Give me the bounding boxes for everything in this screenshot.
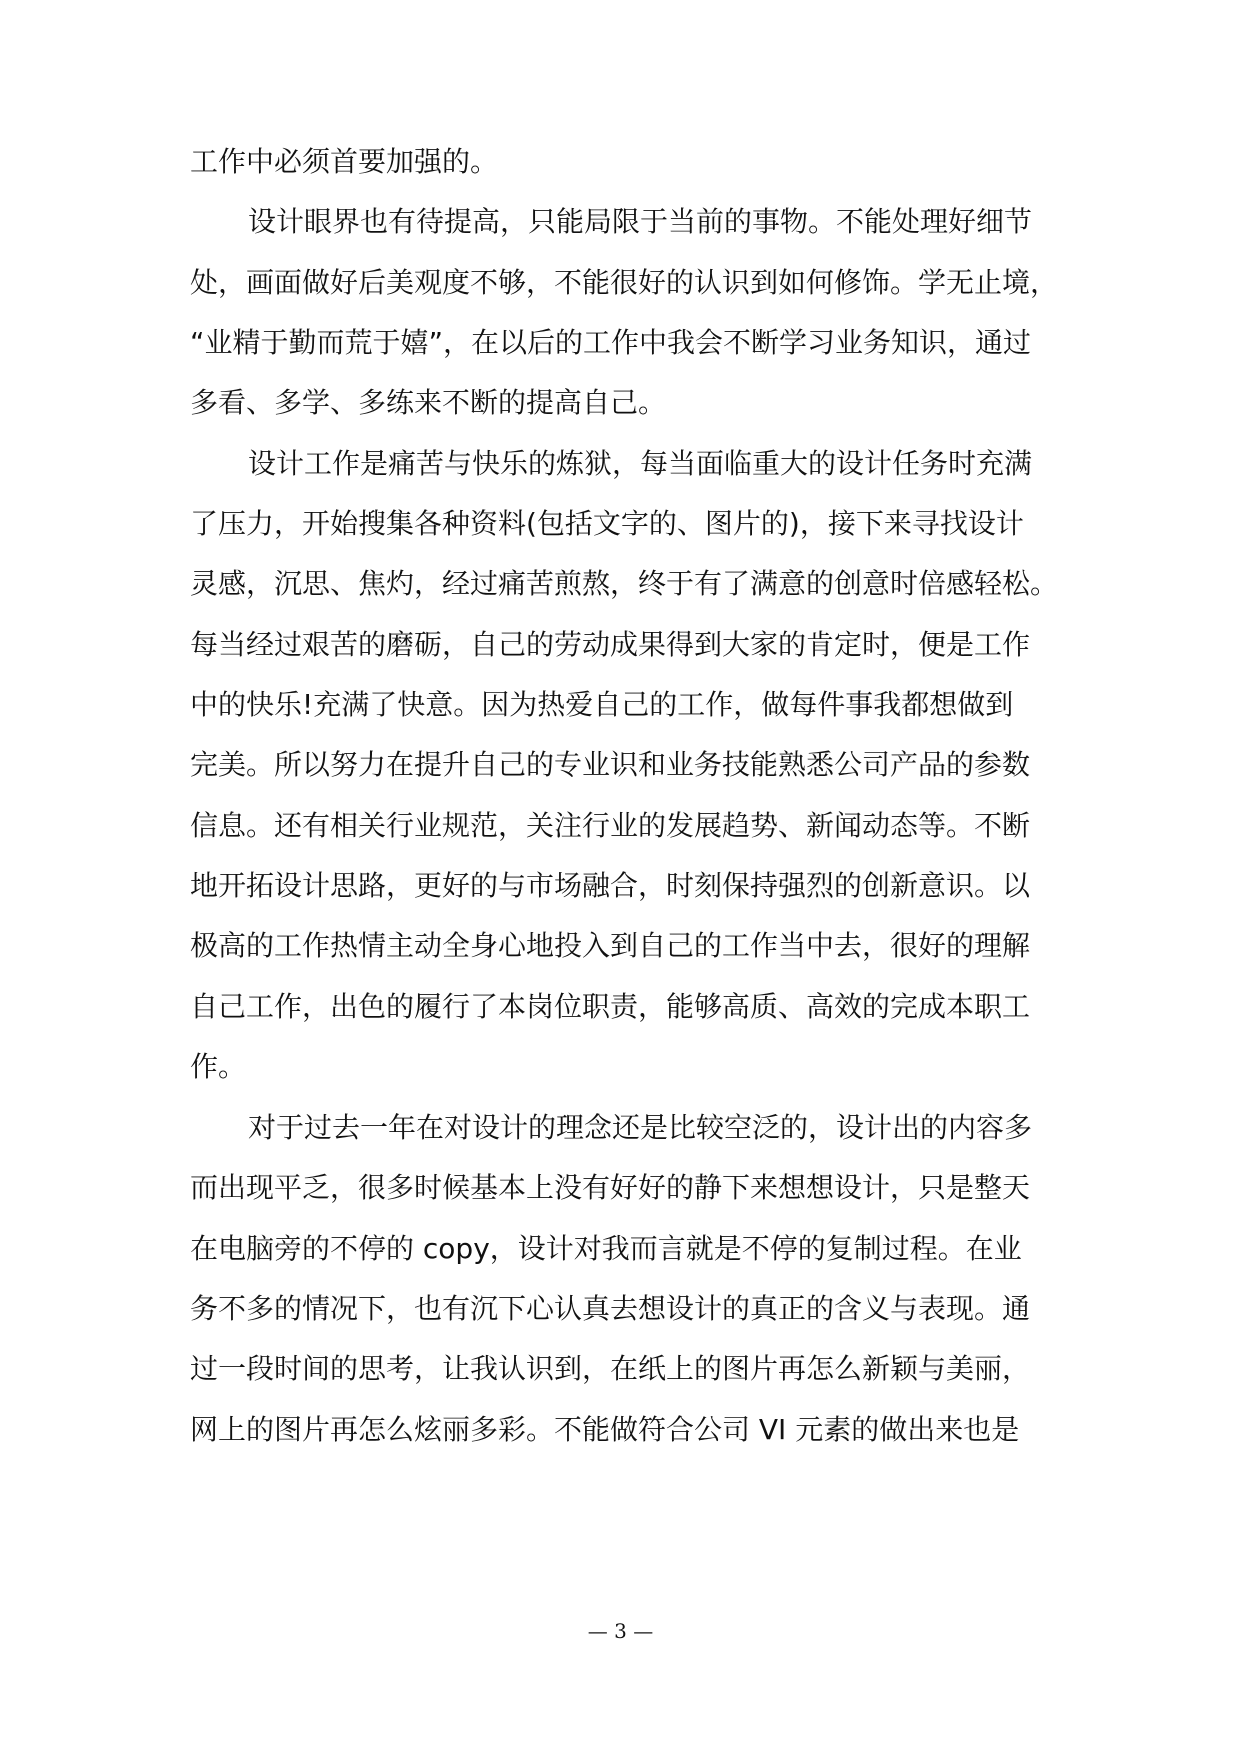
paragraph-start-line: 设计眼界也有待提高，只能局限于当前的事物。不能处理好细节 [248,205,1033,238]
text-line: 自己工作，出色的履行了本岗位职责，能够高质、高效的完成本职工 [190,990,1031,1023]
text-line: 了压力，开始搜集各种资料(包括文字的、图片的)，接下来寻找设计 [190,507,1024,540]
text-line: “业精于勤而荒于嬉”，在以后的工作中我会不断学习业务知识，通过 [190,326,1032,359]
text-line: 网上的图片再怎么炫丽多彩。不能做符合公司 VI 元素的做出来也是 [190,1413,1020,1446]
text-line: 每当经过艰苦的磨砺，自己的劳动成果得到大家的肯定时，便是工作 [190,628,1031,661]
text-line: 多看、多学、多练来不断的提高自己。 [190,386,667,419]
text-line: 在电脑旁的不停的 copy，设计对我而言就是不停的复制过程。在业 [190,1232,1022,1265]
page-number: — 3 — [587,1619,654,1643]
text-line: 而出现平乏，很多时候基本上没有好好的静下来想想设计，只是整天 [190,1171,1031,1204]
text-line: 工作中必须首要加强的。 [190,145,499,178]
text-line: 极高的工作热情主动全身心地投入到自己的工作当中去，很好的理解 [190,929,1031,962]
paragraph-start-line: 设计工作是痛苦与快乐的炼狱，每当面临重大的设计任务时充满 [248,447,1033,480]
text-line: 务不多的情况下，也有沉下心认真去想设计的真正的含义与表现。通 [190,1292,1031,1325]
text-line: 完美。所以努力在提升自己的专业识和业务技能熟悉公司产品的参数 [190,748,1031,781]
text-line: 过一段时间的思考，让我认识到，在纸上的图片再怎么新颖与美丽， [190,1352,1031,1385]
text-line: 灵感，沉思、焦灼，经过痛苦煎熬，终于有了满意的创意时倍感轻松。 [190,567,1059,600]
text-line: 信息。还有相关行业规范，关注行业的发展趋势、新闻动态等。不断 [190,809,1031,842]
text-line: 中的快乐!充满了快意。因为热爱自己的工作，做每件事我都想做到 [190,688,1014,721]
text-line: 作。 [190,1050,247,1083]
text-line: 地开拓设计思路，更好的与市场融合，时刻保持强烈的创新意识。以 [190,869,1031,902]
paragraph-start-line: 对于过去一年在对设计的理念还是比较空泛的，设计出的内容多 [248,1111,1033,1144]
text-line: 处，画面做好后美观度不够，不能很好的认识到如何修饰。学无止境， [190,266,1059,299]
